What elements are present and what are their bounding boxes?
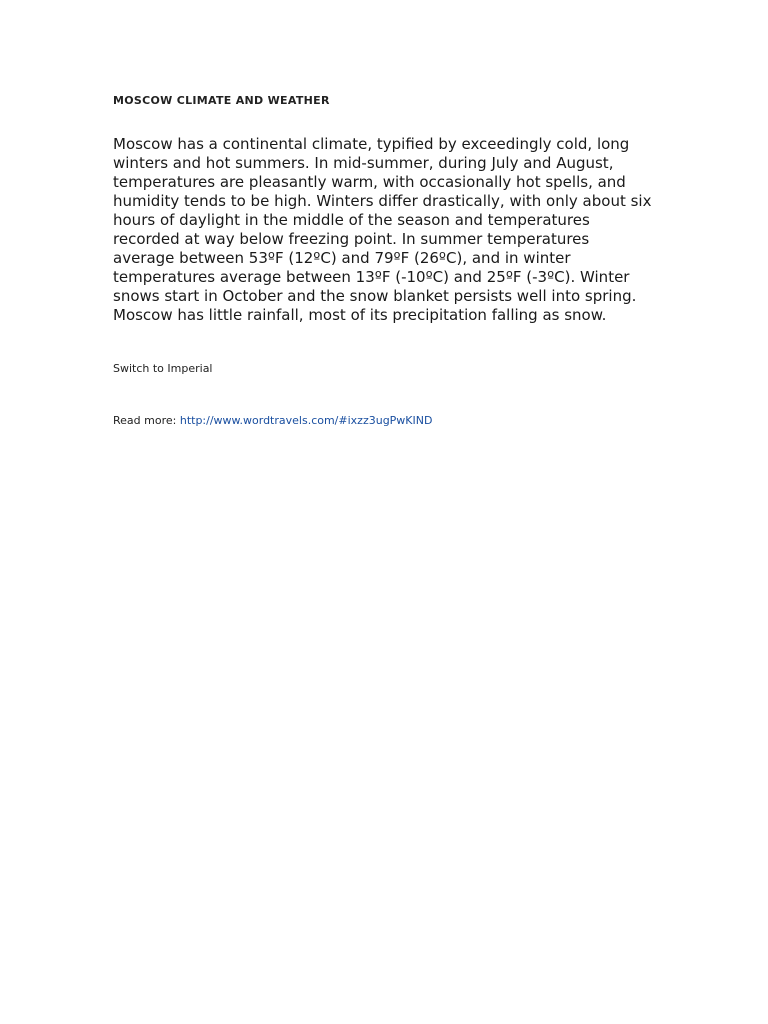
read-more-label: Read more:: [113, 414, 180, 427]
climate-description: Moscow has a continental climate, typified by exceedingly cold, long winters and hot summers. In mid-summer, during July and August, temperatures are pleasantly warm, with occasionally hot spells, and humidity tends to be high. Winters differ drastically, with only about six hours of daylight in the middle of the season and temperatures recorded at way below freezing point. In summer temperatures average between 53ºF (12ºC) and 79ºF (26ºC), and in winter temperatures average between 13ºF (-10ºC) and 25ºF (-3ºC). Winter snows start in October and the snow blanket persists well into spring. Moscow has little rainfall, most of its precipitation falling as snow.: [113, 135, 652, 324]
read-more-line: [113, 414, 432, 427]
switch-to-imperial-link[interactable]: Switch to Imperial: [113, 362, 213, 375]
page-title: MOSCOW CLIMATE AND WEATHER: [113, 94, 330, 107]
read-more-link[interactable]: http://www.wordtravels.com/#ixzz3ugPwKIND: [179, 414, 433, 427]
